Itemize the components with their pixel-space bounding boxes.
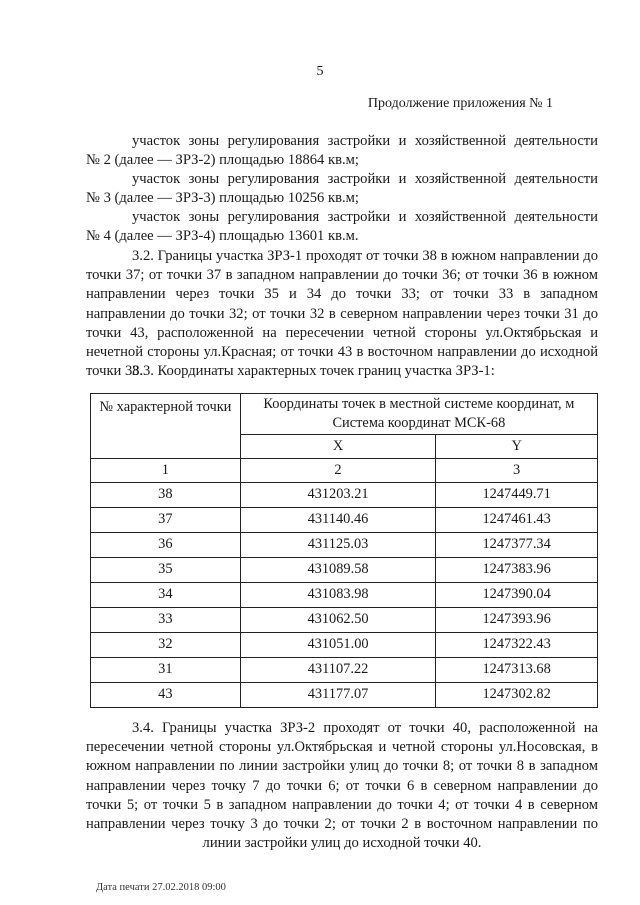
- y-cell: 1247390.04: [436, 583, 598, 608]
- zrz2-line2: № 2 (далее — ЗРЗ-2) площадью 18864 кв.м;: [86, 152, 359, 169]
- table-row: [91, 583, 598, 608]
- section-3-2-text: 3.2. Границы участка ЗРЗ-1 проходят от точки 38 в южном направлении до точки 37; от точки 37 в западном направлении до точки 36; от точки 36 в южном направлении через точки 35 и 34 до точки 33; от точки 33 в западном направлении до точки 32; от точки 32 в северном направлении через точки 31 до точки 43, расположенной на пересечении четной стороны ул.Октябрьская и нечетной стороны ул.Красная; от точки 43 в восточном направлении до исходной точки 38.: [86, 248, 598, 380]
- zrz2-line1: участок зоны регулирования застройки и хозяйственной деятельности: [132, 133, 598, 149]
- print-date-footer: Дата печати 27.02.2018 09:00: [96, 882, 226, 893]
- table-row: [91, 558, 598, 583]
- page-number: 5: [316, 64, 324, 79]
- point-cell: 31: [91, 658, 241, 683]
- y-cell: 1247313.68: [436, 658, 598, 683]
- y-cell: 1247322.43: [436, 633, 598, 658]
- x-cell: 431107.22: [240, 658, 436, 683]
- x-cell: 431051.00: [240, 633, 436, 658]
- table-header-row: [91, 394, 598, 435]
- point-cell: 36: [91, 533, 241, 558]
- x-cell: 431089.58: [240, 558, 436, 583]
- section-3-3: [86, 362, 598, 381]
- zrz2-paragraph: [86, 132, 598, 170]
- x-cell: 431140.46: [240, 508, 436, 533]
- header-point-number-label: № характерной точки: [99, 399, 232, 415]
- header-point-number: [91, 394, 241, 459]
- table-row: [91, 533, 598, 558]
- section-3-4-text: 3.4. Границы участка ЗРЗ-2 проходят от точки 40, расположенной на пересечении четной стороны ул.Октябрьская и четной стороны ул.Носовская, в южном направлении по линии застройки улиц до точки 8; от точки 8 в западном направлении через точку 7 до точки 6; от точки 6 в северном направлении до точки 5; от точки 5 в западном направлении до точки 4; от точки 4 в северном направлении через точку 3 до точки 2; от точки 2 в восточном направлении по линии застройки улиц до исходной точки 40.: [86, 720, 598, 852]
- column-number-1: 1: [91, 459, 241, 483]
- point-cell: 37: [91, 508, 241, 533]
- column-number-2: 2: [240, 459, 436, 483]
- header-y: Y: [436, 435, 598, 459]
- y-cell: 1247377.34: [436, 533, 598, 558]
- point-cell: 32: [91, 633, 241, 658]
- appendix-continuation-label: Продолжение приложения № 1: [367, 96, 553, 111]
- zrz4-line1: участок зоны регулирования застройки и хозяйственной деятельности: [132, 209, 598, 225]
- zrz3-line2: № 3 (далее — ЗРЗ-3) площадью 10256 кв.м;: [86, 190, 359, 207]
- x-cell: 431203.21: [240, 483, 436, 508]
- x-cell: 431083.98: [240, 583, 436, 608]
- section-3-4: [86, 719, 598, 853]
- zrz3-line1: участок зоны регулирования застройки и хозяйственной деятельности: [132, 171, 598, 187]
- zrz4-line2: № 4 (далее — ЗРЗ-4) площадью 13601 кв.м.: [86, 228, 359, 245]
- zrz3-paragraph: [86, 170, 598, 208]
- point-cell: 43: [91, 683, 241, 708]
- point-cell: 38: [91, 483, 241, 508]
- x-cell: 431125.03: [240, 533, 436, 558]
- header-coordinates-line1: Координаты точек в местной системе координат, м: [263, 396, 575, 412]
- point-cell: 35: [91, 558, 241, 583]
- point-cell: 33: [91, 608, 241, 633]
- y-cell: 1247393.96: [436, 608, 598, 633]
- point-cell: 34: [91, 583, 241, 608]
- y-cell: 1247383.96: [436, 558, 598, 583]
- table-row: [91, 633, 598, 658]
- coordinates-table: [90, 393, 598, 708]
- header-coordinates-line2: Система координат МСК-68: [332, 415, 506, 431]
- x-cell: 431177.07: [240, 683, 436, 708]
- y-cell: 1247461.43: [436, 508, 598, 533]
- column-number-3: 3: [436, 459, 598, 483]
- table-numbering-row: [91, 459, 598, 483]
- header-coordinates: [240, 394, 597, 435]
- table-row: [91, 658, 598, 683]
- y-cell: 1247449.71: [436, 483, 598, 508]
- section-3-3-text: 3.3. Координаты характерных точек границ участка ЗРЗ-1:: [132, 363, 495, 379]
- x-cell: 431062.50: [240, 608, 436, 633]
- y-cell: 1247302.82: [436, 683, 598, 708]
- table-row: [91, 683, 598, 708]
- table-row: [91, 508, 598, 533]
- header-x: X: [240, 435, 436, 459]
- table-row: [91, 483, 598, 508]
- table-row: [91, 608, 598, 633]
- zrz4-paragraph: [86, 208, 598, 246]
